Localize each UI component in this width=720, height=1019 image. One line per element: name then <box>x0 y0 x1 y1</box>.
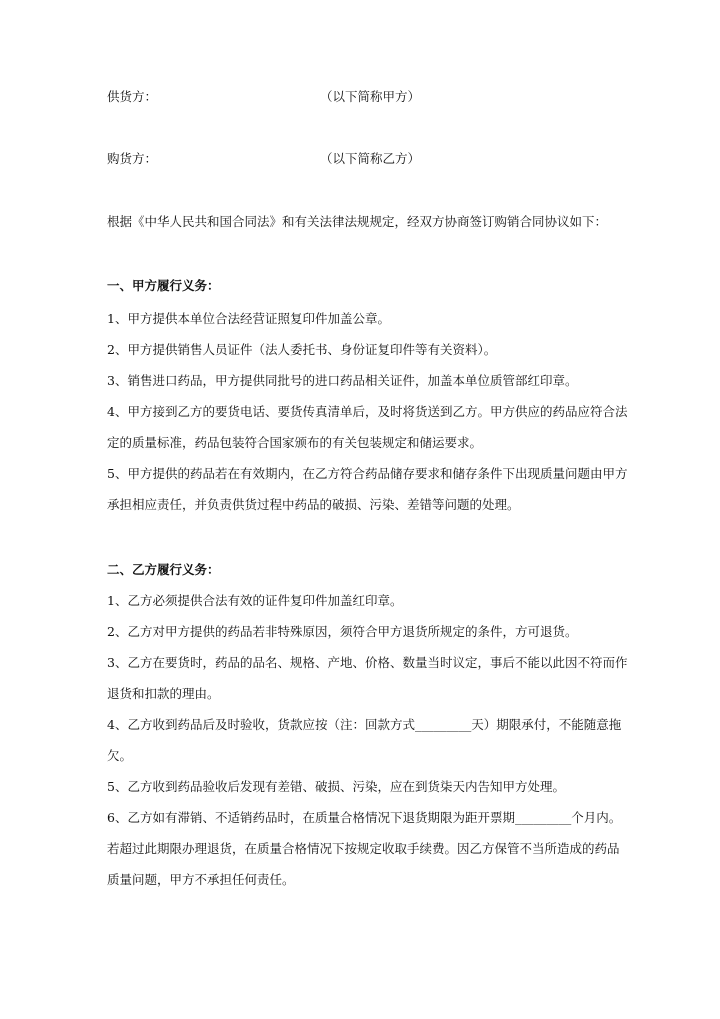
section1-line: 定的质量标准，药品包装符合国家颁布的有关包装规定和储运要求。 <box>107 435 483 450</box>
section1-line: 3、销售进口药品，甲方提供同批号的进口药品相关证件，加盖本单位质管部红印章。 <box>107 373 578 388</box>
section2-line: 退货和扣款的理由。 <box>107 686 220 701</box>
section1-line: 1、甲方提供本单位合法经营证照复印件加盖公章。 <box>107 311 390 326</box>
section2-line: 2、乙方对甲方提供的药品若非特殊原因，须符合甲方退货所规定的条件，方可退货。 <box>107 624 578 639</box>
section2-line: 若超过此期限办理退货，在质量合格情况下按规定收取手续费。因乙方保管不当所造成的药品 <box>107 841 620 856</box>
section2-line: 4、乙方收到药品后及时验收，货款应按（注：回款方式_________天）期限承付，不能随意拖 <box>107 717 622 732</box>
section2-line: 5、乙方收到药品验收后发现有差错、破损、污染，应在到货柒天内告知甲方处理。 <box>107 779 565 794</box>
supplier-note: （以下简称甲方） <box>320 89 421 104</box>
supplier-label: 供货方： <box>107 89 158 104</box>
section2-line: 质量问题，甲方不承担任何责任。 <box>107 872 295 887</box>
buyer-note: （以下简称乙方） <box>320 151 421 166</box>
section2-line: 6、乙方如有滞销、不适销药品时，在质量合格情况下退货期限为距开票期_________个月内。 <box>107 810 622 825</box>
section1-title: 一、甲方履行义务： <box>107 278 220 293</box>
preamble: 根据《中华人民共和国合同法》和有关法律法规规定，经双方协商签订购销合同协议如下： <box>107 214 608 229</box>
section2-line: 3、乙方在要货时，药品的品名、规格、产地、价格、数量当时议定，事后不能以此因不符而作 <box>107 655 628 670</box>
section2-title: 二、乙方履行义务： <box>107 562 220 577</box>
section2-line: 1、乙方必须提供合法有效的证件复印件加盖红印章。 <box>107 593 403 608</box>
section1-line: 5、甲方提供的药品若在有效期内，在乙方符合药品储存要求和储存条件下出现质量问题由甲方 <box>107 466 628 481</box>
buyer-label: 购货方： <box>107 151 158 166</box>
section2-line: 欠。 <box>107 748 133 763</box>
section1-line: 4、甲方接到乙方的要货电话、要货传真清单后，及时将货送到乙方。甲方供应的药品应符合法 <box>107 404 628 419</box>
section1-line: 承担相应责任，并负责供货过程中药品的破损、污染、差错等问题的处理。 <box>107 497 520 512</box>
section1-line: 2、甲方提供销售人员证件（法人委托书、身份证复印件等有关资料）。 <box>107 342 497 357</box>
